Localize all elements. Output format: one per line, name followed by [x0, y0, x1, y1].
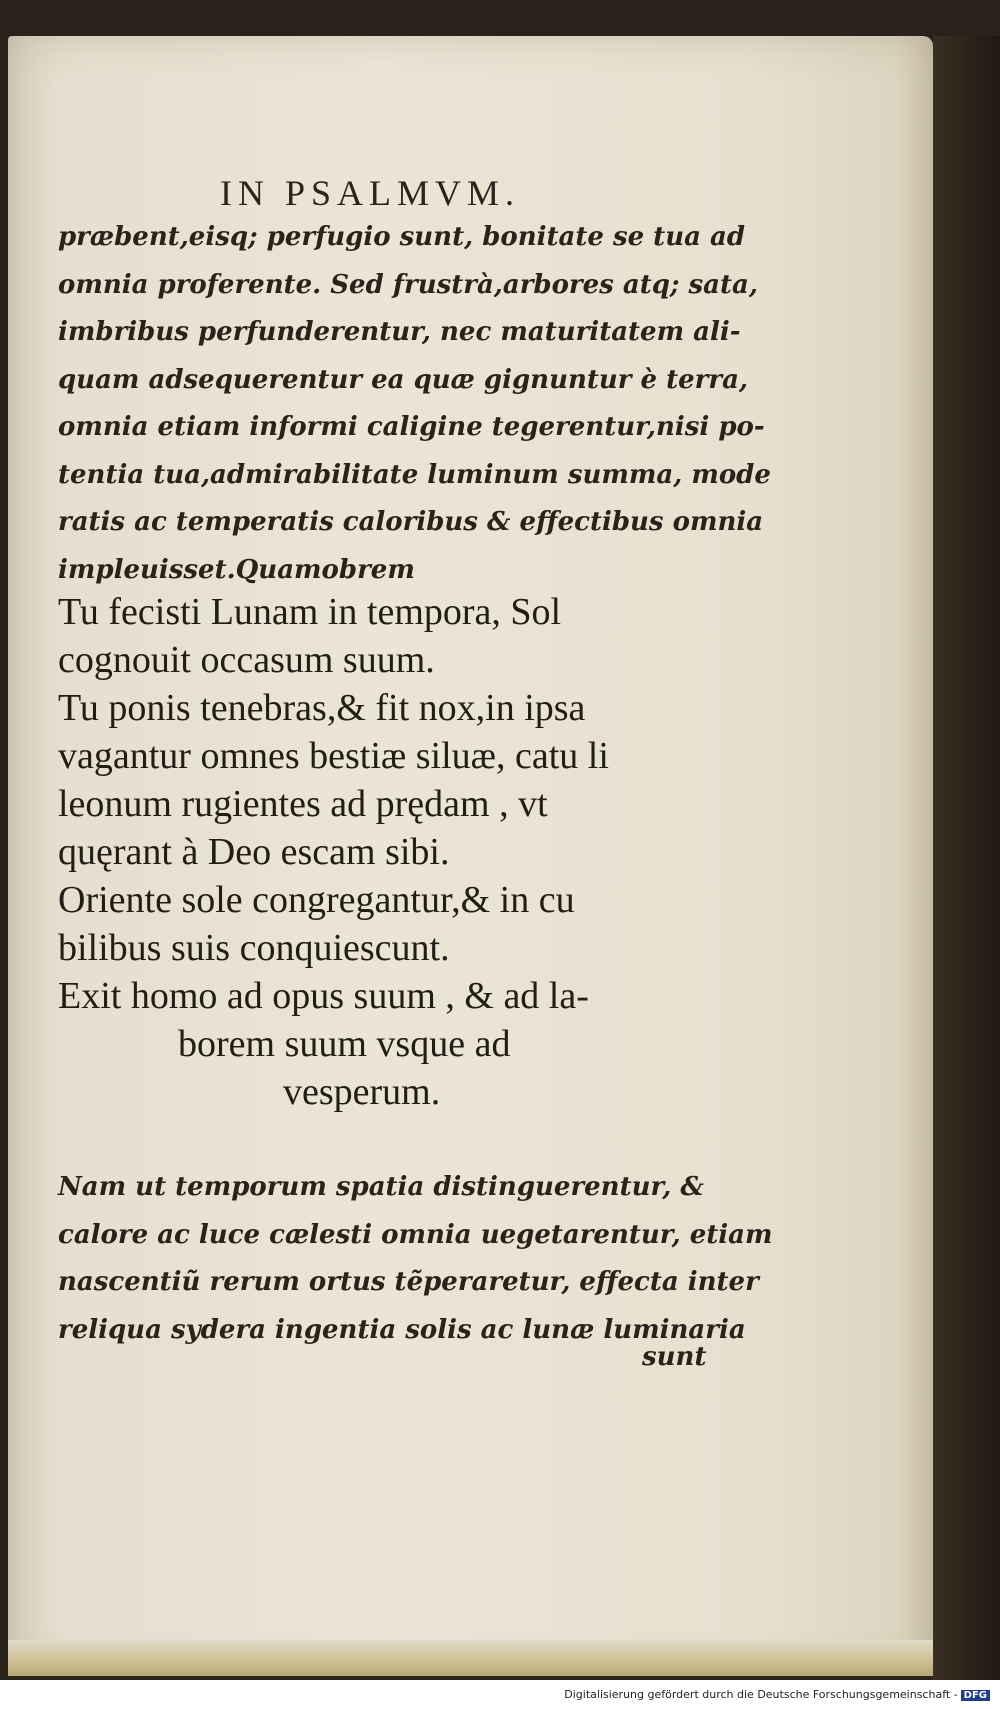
text-line: vagantur omnes bestiæ siluæ, catu li — [58, 735, 609, 777]
text-line: leonum rugientes ad prędam , vt — [58, 783, 548, 825]
running-head: IN PSALMVM. — [220, 173, 521, 213]
text-line: Nam ut temporum spatia distinguerentur, & — [58, 1172, 704, 1202]
text-line: tentia tua,admirabilitate luminum summa, mode — [58, 459, 771, 490]
text-line: reliqua sydera ingentia solis ac lunæ luminaria — [58, 1314, 746, 1345]
text-line: Oriente sole congregantur,& in cu — [58, 879, 575, 921]
commentary-top — [58, 214, 771, 594]
text-line: ratis ac temperatis caloribus & effectibus omnia — [58, 507, 764, 537]
text-line: quęrant à Deo escam sibi. — [58, 831, 450, 873]
text-line: omnia etiam informi caligine tegerentur,nisi po- — [58, 412, 765, 442]
psalm-text — [58, 588, 718, 1116]
text-line-centered: borem suum vsque ad — [178, 1023, 511, 1065]
catchword: sunt — [642, 1342, 707, 1372]
text-line-centered: vesperum. — [283, 1071, 441, 1113]
text-line: quam adsequerentur ea quæ gignuntur è terra, — [58, 364, 748, 395]
page-bottom-edge — [8, 1640, 933, 1676]
text-line: imbribus perfunderentur, nec maturitatem ali- — [58, 317, 741, 347]
text-line: Tu fecisti Lunam in tempora, Sol — [58, 591, 562, 633]
text-line: bilibus suis conquiescunt. — [58, 927, 450, 969]
digitization-credit — [564, 1688, 990, 1701]
commentary-bottom — [58, 1164, 773, 1354]
text-line: omnia proferente. Sed frustrà,arbores atq; sata, — [58, 269, 758, 300]
credit-text: Digitalisierung gefördert durch die Deutsche Forschungsgemeinschaft - — [564, 1688, 958, 1701]
text-line: præbent,eisq; perfugio sunt, bonitate se tua ad — [58, 222, 746, 252]
text-line: cognouit occasum suum. — [58, 639, 435, 681]
text-line: nascentiũ rerum ortus tẽperaretur, effecta inter — [58, 1267, 759, 1297]
text-line: impleuisset.Quamobrem — [58, 554, 415, 585]
dfg-logo: DFG — [961, 1690, 990, 1701]
text-line: calore ac luce cælesti omnia uegetarentur, etiam — [58, 1219, 773, 1250]
text-line: Tu ponis tenebras,& fit nox,in ipsa — [58, 687, 586, 729]
book-edge — [933, 36, 1000, 1680]
text-line: Exit homo ad opus suum , & ad la- — [58, 975, 589, 1017]
